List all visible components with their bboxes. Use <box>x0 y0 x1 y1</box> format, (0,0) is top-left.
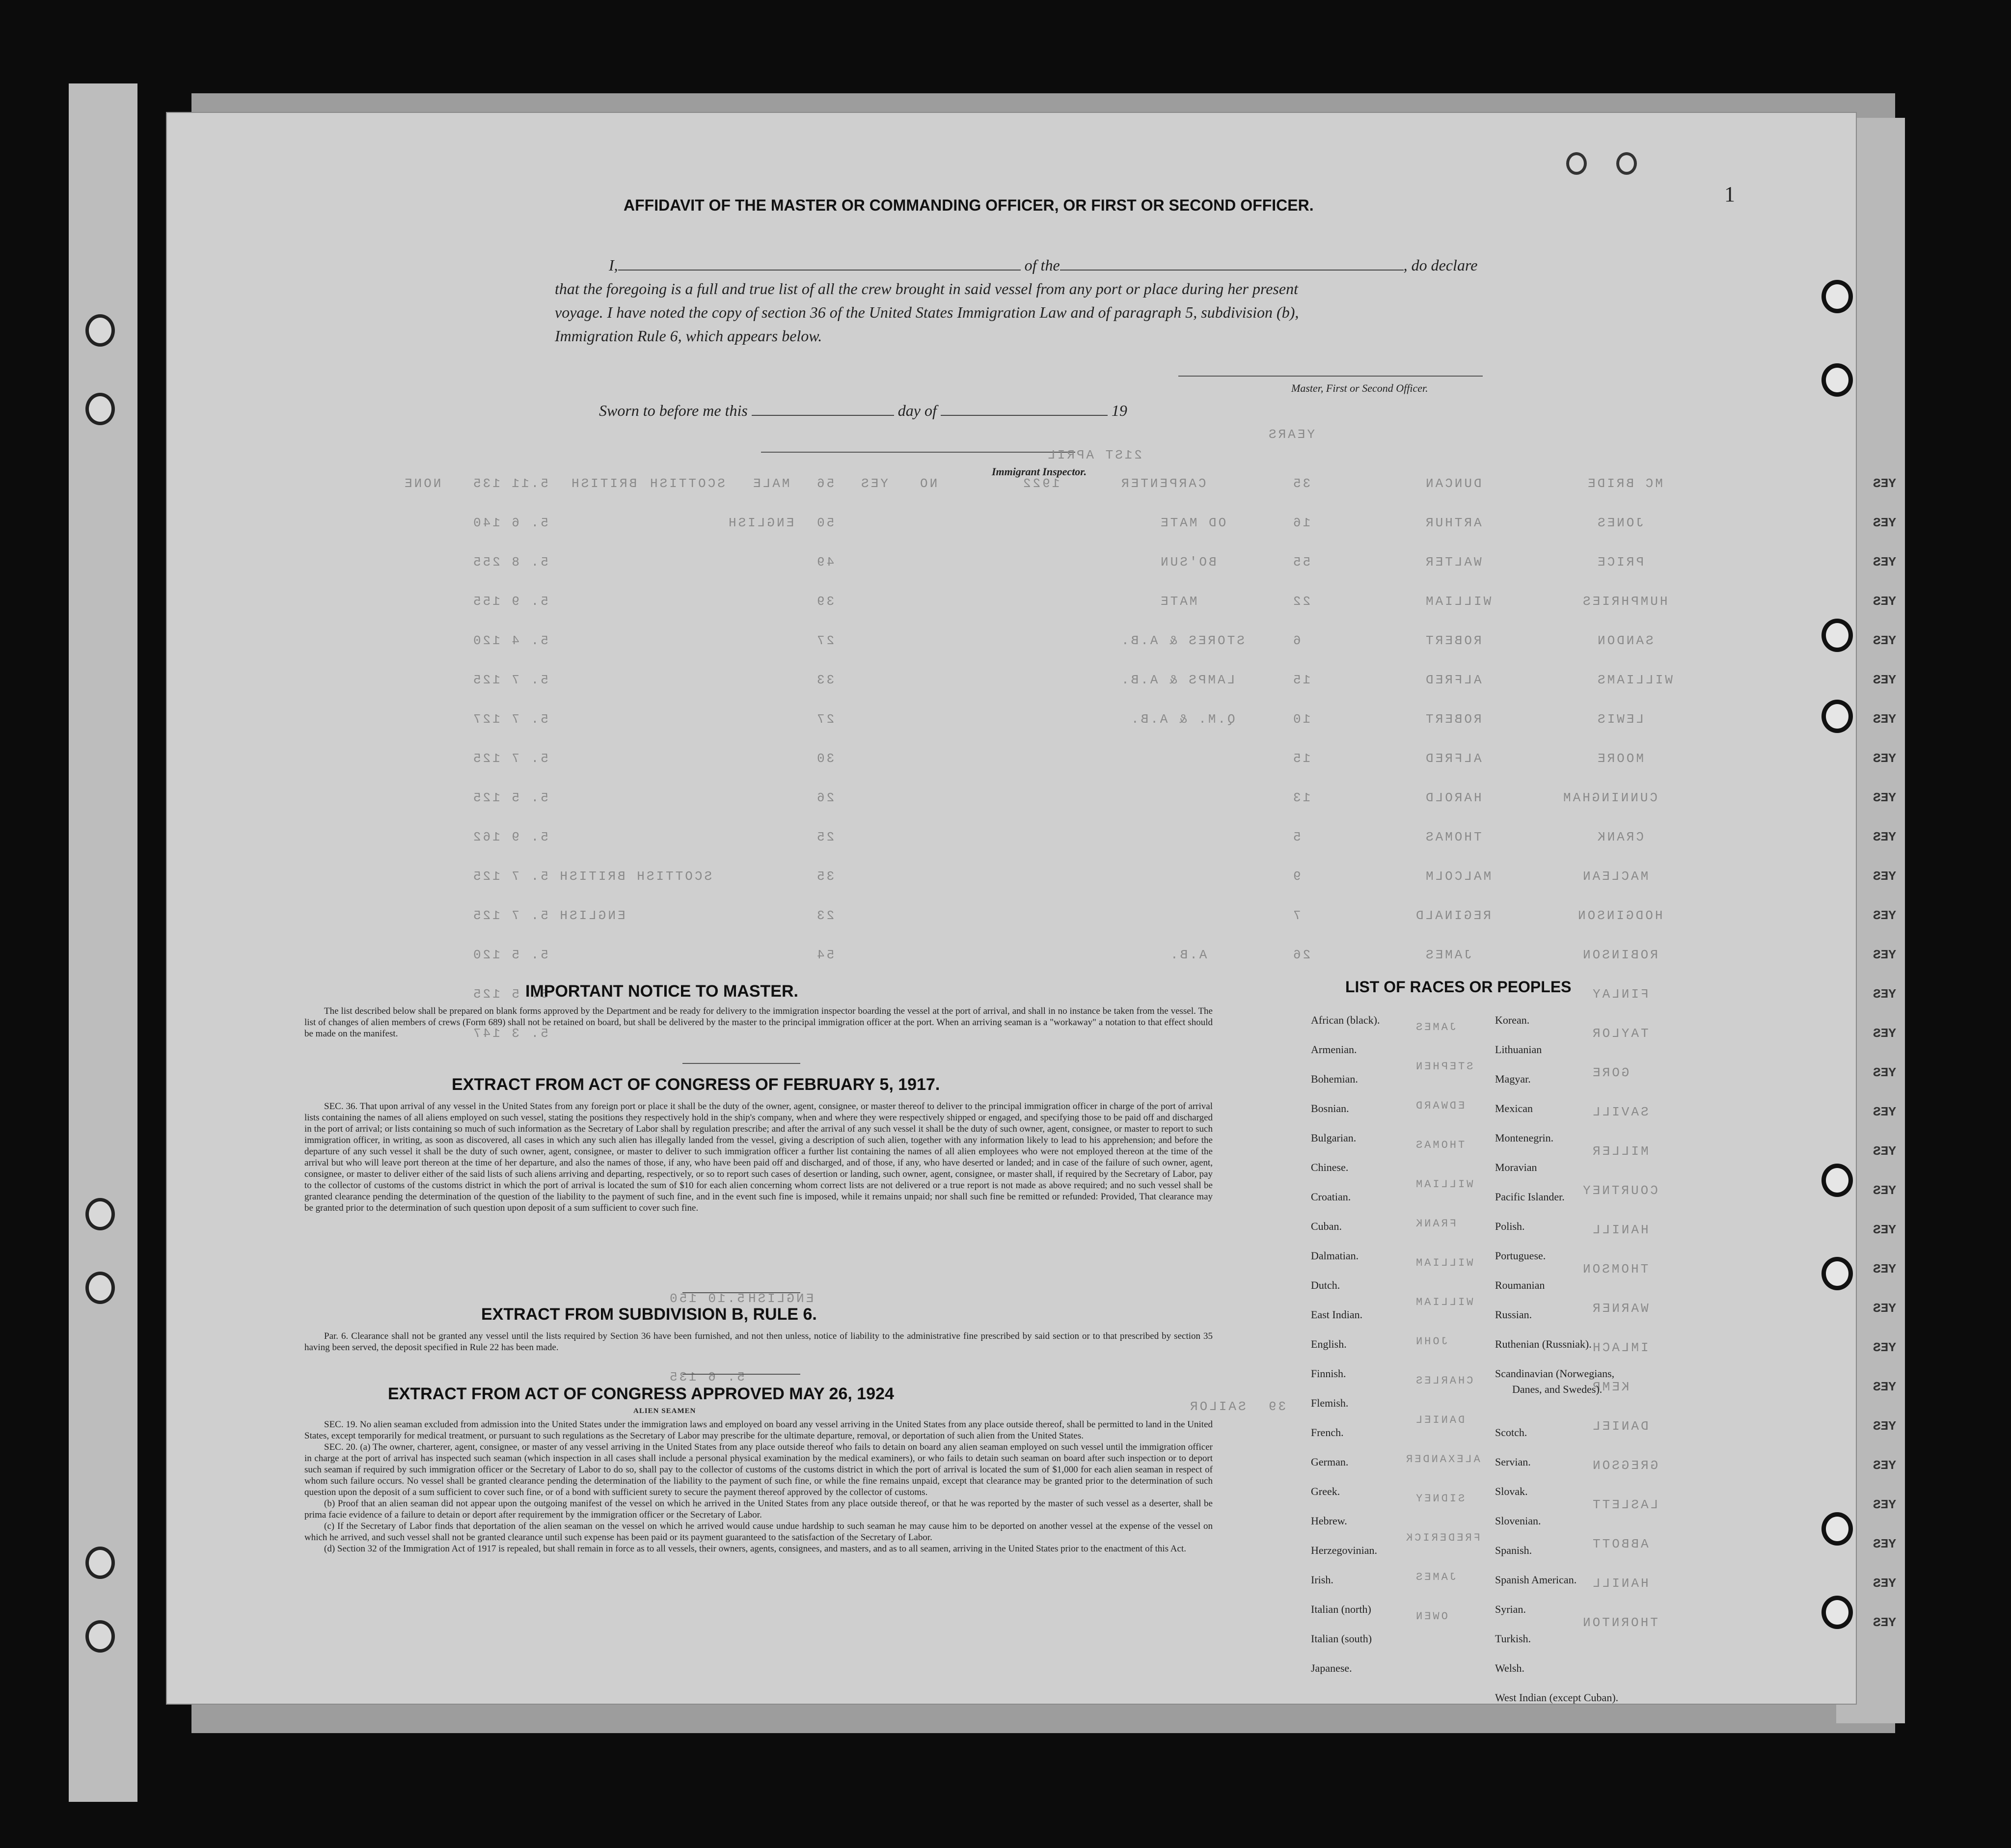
race-item: Italian (south) <box>1311 1632 1372 1645</box>
bleed-yes: YES <box>1873 987 1896 1002</box>
bleed-value: LAMPS & A.B. <box>1119 673 1235 687</box>
bleed-value: 5. 7 125 <box>471 751 548 766</box>
punch-hole <box>85 393 115 425</box>
bleed-yes: YES <box>1873 1144 1896 1159</box>
race-item: Polish. <box>1495 1220 1525 1232</box>
bleed-firstname: CHARLES <box>1414 1375 1473 1387</box>
bleed-firstname: WILLIAM <box>1424 594 1492 609</box>
bleed-value: Q.M. & A.B. <box>1129 712 1235 727</box>
bleed-firstname: EDWARD <box>1414 1100 1465 1112</box>
race-item: Cuban. <box>1311 1220 1342 1232</box>
bleed-surname: CRANK <box>1596 830 1644 844</box>
bleed-surname: WILLIAMS <box>1596 673 1673 687</box>
race-item: East Indian. <box>1311 1308 1363 1321</box>
race-item: English. <box>1311 1338 1347 1350</box>
bleed-yes: YES <box>1873 673 1896 687</box>
bleed-yes: YES <box>1873 712 1896 727</box>
race-item: Welsh. <box>1495 1662 1524 1674</box>
affidavit-line3: voyage. I have noted the copy of section 36 of the United States Immigration Law and of paragraph 5, subdivision (b), <box>555 303 1299 321</box>
punch-hole <box>85 1198 115 1230</box>
bleed-firstname: ALFRED <box>1424 673 1482 687</box>
bleed-yes: YES <box>1873 594 1896 609</box>
bleed-value: SAILOR <box>1188 1399 1246 1414</box>
race-item: Hebrew. <box>1311 1515 1347 1527</box>
race-item: Slovak. <box>1495 1485 1528 1497</box>
bleed-value: 5. 7 125 <box>471 673 548 687</box>
race-item: Chinese. <box>1311 1161 1349 1173</box>
race-item: Scandinavian (Norwegians, <box>1495 1367 1615 1380</box>
bleed-value: 26 <box>1291 948 1311 962</box>
bleed-yes: YES <box>1873 1380 1896 1394</box>
race-item: Syrian. <box>1495 1603 1526 1615</box>
bleed-firstname: HAROLD <box>1424 790 1482 805</box>
bleed-surname: HANILL <box>1591 1576 1649 1591</box>
bleed-yes: YES <box>1873 1419 1896 1434</box>
race-item: Turkish. <box>1495 1632 1531 1645</box>
bleed-surname: GREGSON <box>1591 1458 1658 1473</box>
bleed-surname: KEMP <box>1591 1380 1630 1394</box>
bleed-yes: YES <box>1873 1105 1896 1119</box>
bleed-value: ENGLISH <box>727 516 794 530</box>
punch-hole <box>85 1547 115 1579</box>
race-item: Bosnian. <box>1311 1102 1349 1114</box>
bleed-firstname: ARTHUR <box>1424 516 1482 530</box>
bleed-value: A.B. <box>1169 948 1207 962</box>
bleed-surname: COURTNEY <box>1581 1183 1658 1198</box>
sec20a: SEC. 20. (a) The owner, charterer, agent, consignee, or master of any vessel arriving in the United States from any place outside thereof who fails to detain on board any alien seaman employed on such vessel until the immigration officer in charge at the port of arrival has inspected such seaman (which inspection in all cases shall include a personal physical examination by the medical examiners), or who fails to detain such seaman on board after such inspection or to deport such seaman if required by such immigration officer or the Secretary of Labor to do so, shall pay to the collector of customs of the customs district in which the port of arrival is located the sum of $1,000 for each alien seaman in respect of whom such failure occurs. No vessel shall be granted clearance pending the determination of the liability to the payment of such fine, or while the fine remains unpaid, except that clearance may be granted prior to the determination of such question upon the deposit of a sum sufficient to cover such fine, or of a bond with sufficient surety to secure the payment thereof approved by the collector of customs. <box>304 1442 1213 1497</box>
bleed-firstname: MALCOLM <box>1424 869 1492 884</box>
race-item: Pacific Islander. <box>1495 1191 1565 1203</box>
bleed-row1-col10: CARPENTER <box>1119 476 1206 491</box>
bleed-value: 39 <box>815 594 835 609</box>
bleed-value: 27 <box>815 712 835 727</box>
bleed-yes: YES <box>1873 476 1896 491</box>
bleed-surname: CUNNINGHAM <box>1561 790 1658 805</box>
bleed-yes: YES <box>1873 1340 1896 1355</box>
bleed-firstname: JAMES <box>1414 1021 1457 1033</box>
race-item: Japanese. <box>1311 1662 1352 1674</box>
bleed-yes: YES <box>1873 830 1896 844</box>
bleed-surname: GORE <box>1591 1065 1630 1080</box>
punch-hole <box>1566 152 1587 175</box>
race-item: Spanish American. <box>1495 1574 1577 1586</box>
punch-hole <box>85 314 115 347</box>
bleed-value: MATE <box>1159 594 1197 609</box>
bleed-surname: MOORE <box>1596 751 1644 766</box>
bleed-value: 50 <box>815 516 835 530</box>
bleed-row1-col7: YES <box>859 476 888 491</box>
race-item: Servian. <box>1495 1456 1531 1468</box>
bleed-value: 33 <box>815 673 835 687</box>
bleed-value: 39 <box>1267 1399 1286 1414</box>
bleed-surname: MILLER <box>1591 1144 1649 1159</box>
ring-hole <box>1821 1512 1853 1546</box>
bleed-surname: TAYLOR <box>1591 1026 1649 1041</box>
bleed-value: 5 <box>1291 830 1301 844</box>
bleed-date: 21ST APRIL <box>1046 448 1142 462</box>
sec19: SEC. 19. No alien seaman excluded from admission into the United States under the immigration laws and employed on board any vessel arriving in the United States from any place outside thereof, shall be permitted to land in the United States, except temporarily for medical treatment, or pursuant to such regulations as the Secretary of Labor may prescribe for the ultimate departure, removal, or deportation of such alien from the United States. <box>304 1419 1213 1441</box>
bleed-yes: YES <box>1873 1615 1896 1630</box>
bleed-row1-col13: MC BRIDE <box>1586 476 1663 491</box>
sec20b: (b) Proof that an alien seaman did not appear upon the outgoing manifest of the vessel on which he arrived in the United States from any place outside thereof, or that he was reported by the master of such vessel as a deserter, shall be prima facie evidence of a failure to detain or deport after requirement by the immigration officer or the Secretary of Labor. <box>304 1498 1213 1520</box>
bleed-yes: YES <box>1873 633 1896 648</box>
race-item: Armenian. <box>1311 1043 1357 1056</box>
race-item: Roumanian <box>1495 1279 1545 1291</box>
ring-hole <box>1821 1257 1853 1290</box>
affidavit-i: I, <box>609 256 618 274</box>
bleed-yes: YES <box>1873 1065 1896 1080</box>
bleed-value: 5. 4 120 <box>471 633 548 648</box>
extract-1924-subtitle: ALIEN SEAMEN <box>633 1407 696 1415</box>
bleed-value: 5. 7 127 <box>471 712 548 727</box>
bleed-firstname: WALTER <box>1424 555 1482 570</box>
race-item: German. <box>1311 1456 1349 1468</box>
bleed-yes: YES <box>1873 751 1896 766</box>
race-item: Portuguese. <box>1495 1250 1546 1262</box>
bleed-value: 26 <box>815 790 835 805</box>
affidavit-line4: Immigration Rule 6, which appears below. <box>555 327 822 345</box>
bleed-yes: YES <box>1873 908 1896 923</box>
extract-rule6-title: EXTRACT FROM SUBDIVISION B, RULE 6. <box>481 1305 817 1324</box>
bleed-row1-col12: DUNCAN <box>1424 476 1482 491</box>
page-number: 1 <box>1724 182 1735 206</box>
month-blank <box>941 415 1108 416</box>
bleed-value: ENGLISH 5. 7 125 <box>471 908 625 923</box>
bleed-surname: HUMPHRIES <box>1581 594 1668 609</box>
sworn-line <box>599 402 1127 420</box>
bleed-surname: MACLEAN <box>1581 869 1649 884</box>
race-item: Bohemian. <box>1311 1073 1358 1085</box>
bleed-yes: YES <box>1873 1576 1896 1591</box>
bleed-value: 35 <box>815 869 835 884</box>
day-blank <box>752 415 894 416</box>
ring-hole <box>1821 1596 1853 1629</box>
bleed-value: 25 <box>815 830 835 844</box>
bleed-row1-col3: BRITISH <box>570 476 637 491</box>
race-item: Flemish. <box>1311 1397 1349 1409</box>
bleed-surname: ABBOTT <box>1591 1537 1649 1551</box>
bleed-firstname: THOMAS <box>1414 1139 1465 1151</box>
ring-hole <box>1821 1164 1853 1197</box>
bleed-firstname: WILLIAM <box>1414 1178 1473 1191</box>
bleed-value: 6 <box>1291 633 1301 648</box>
bleed-surname: IMLACH <box>1591 1340 1649 1355</box>
bleed-years: YEARS <box>1267 427 1315 442</box>
ring-hole <box>1821 363 1853 397</box>
bleed-value: STORES & A.B. <box>1119 633 1245 648</box>
bleed-row1-col1: NONE <box>403 476 441 491</box>
bleed-value: 23 <box>815 908 835 923</box>
bleed-value: OD MATE <box>1159 516 1226 530</box>
race-item: Lithuanian <box>1495 1043 1542 1056</box>
bleed-surname: THORNTON <box>1581 1615 1658 1630</box>
bleed-value: 5. 5 125 <box>471 790 548 805</box>
extract-1924-body <box>304 1419 1213 1554</box>
bleed-firstname: FREDERICK <box>1404 1532 1480 1544</box>
bleed-row1-col9: 1922 <box>1021 476 1060 491</box>
affidavit-title: AFFIDAVIT OF THE MASTER OR COMMANDING OFFICER, OR FIRST OR SECOND OFFICER. <box>624 196 1314 214</box>
bleed-row1-col6: 56 <box>815 476 835 491</box>
divider <box>682 1292 800 1293</box>
bleed-value: 5. 3 147 <box>471 1026 548 1041</box>
bleed-surname: SAVILL <box>1591 1105 1649 1119</box>
bleed-surname: ROBINSON <box>1581 948 1658 962</box>
bleed-yes: YES <box>1873 1223 1896 1237</box>
extract-rule6-body: Par. 6. Clearance shall not be granted any vessel until the lists required by Section 36 have been furnished, and not then unless, notice of liability to the administrative fine prescribed by said section or to that prescribed by section 35 having been served, the deposit specified in Rule 22 has been made. <box>304 1331 1213 1353</box>
ring-hole <box>1821 280 1853 313</box>
bleed-surname: THOMSON <box>1581 1262 1649 1277</box>
bleed-surname: PRICE <box>1596 555 1644 570</box>
race-item: Mexican <box>1495 1102 1533 1114</box>
bleed-yes: YES <box>1873 1301 1896 1316</box>
bleed-yes: YES <box>1873 555 1896 570</box>
bleed-yes: YES <box>1873 1497 1896 1512</box>
affidavit-line2: that the foregoing is a full and true list of all the crew brought in said vessel from any port or place during her present <box>555 280 1298 298</box>
bleed-yes: YES <box>1873 790 1896 805</box>
race-item: Italian (north) <box>1311 1603 1371 1615</box>
bleed-yes: YES <box>1873 948 1896 962</box>
bleed-yes: YES <box>1873 1183 1896 1198</box>
races-title: LIST OF RACES OR PEOPLES <box>1345 978 1572 996</box>
bleed-value: 54 <box>815 948 835 962</box>
bleed-value: 7 <box>1291 908 1301 923</box>
race-item: Irish. <box>1311 1574 1333 1586</box>
affidavit-declare: , do declare <box>1403 256 1478 274</box>
punch-hole <box>85 1620 115 1653</box>
race-item: Ruthenian (Russniak). <box>1495 1338 1592 1350</box>
race-item: Russian. <box>1495 1308 1532 1321</box>
extract-1917-body: SEC. 36. That upon arrival of any vessel in the United States from any foreign port or place it shall be the duty of the owner, agent, consignee, or master thereof to deliver to the principal immigration officer in charge of the port of arrival lists containing the names of all aliens employed on such vessel, stating the positions they respectively hold in the ship's company, when and where they were respectively shipped or engaged, and specifying those to be paid off and discharged in the port of arrival; or lists containing so much of such information as the Secretary of Labor shall by regulation prescribe; and after the arrival of any such vessel it shall be the duty of such owner, agent, consignee, or master to report to such immigration officer, in writing, as soon as discovered, all cases in which any such alien has illegally landed from the vessel, giving a description of such alien, together with any information likely to lead to his apprehension; and before the departure of any such vessel it shall be the duty of such owner, agent, consignee, or master to deliver to such immigration officer a further list containing the names of all alien employees who were not employed thereon at the time of the arrival but who will leave port thereon at the time of her departure, and also the names of those, if any, who have been paid off and discharged, and of those, if any, who have deserted or landed; and in case of the failure of such owner, agent, consignee, or master to deliver either of the said lists of such aliens arriving and departing, respectively, or so to report such cases of desertion or landing, such owner, agent, consignee, or master shall, if required by the Secretary of Labor, pay to the collector of customs of the customs district in which the port of arrival is located the sum of $10 for each alien concerning whom correct lists are not delivered or a true report is not made as above required; and no such vessel shall be granted clearance pending the determination of the question of the liability to the payment of such fine, and in the event such fine is imposed, while it remains unpaid; nor shall such fine be remitted or refunded: Provided, That clearance may be granted prior to the determination of such question upon deposit of a sum sufficient to cover such fine. <box>304 1101 1213 1213</box>
bleed-value: 13 <box>1291 790 1311 805</box>
bleed-surname: HODGINSON <box>1576 908 1663 923</box>
race-item: Greek. <box>1311 1485 1340 1497</box>
bleed-value: 10 <box>1291 712 1311 727</box>
binder-strip <box>69 83 137 1802</box>
affidavit-of-the: of the <box>1024 256 1060 274</box>
bleed-firstname: ALFRED <box>1424 751 1482 766</box>
bleed-row1-col5: MALE <box>751 476 790 491</box>
race-item: Finnish. <box>1311 1367 1346 1380</box>
ring-hole <box>1821 700 1853 733</box>
bleed-value: 22 <box>1291 594 1311 609</box>
bleed-surname: DANIEL <box>1591 1419 1649 1434</box>
document-page <box>167 113 1896 1704</box>
vessel-blank <box>1060 270 1404 271</box>
race-item: Scotch. <box>1495 1426 1527 1439</box>
race-item: Magyar. <box>1495 1073 1531 1085</box>
race-item: West Indian (except Cuban). <box>1495 1691 1619 1704</box>
bleed-value: 55 <box>1291 555 1311 570</box>
bleed-surname: LASLETT <box>1591 1497 1658 1512</box>
bleed-surname: LEWIS <box>1596 712 1644 727</box>
bleed-firstname: FRANK <box>1414 1218 1457 1230</box>
extract-1924-title: EXTRACT FROM ACT OF CONGRESS APPROVED MAY 26, 1924 <box>388 1385 894 1403</box>
bleed-firstname: SIDNEY <box>1414 1493 1465 1505</box>
sworn-text: Sworn to before me this <box>599 402 748 419</box>
bleed-firstname: WILLIAM <box>1414 1296 1473 1308</box>
bleed-surname: HANILL <box>1591 1223 1649 1237</box>
bleed-value: 16 <box>1291 516 1311 530</box>
bleed-value: 15 <box>1291 751 1311 766</box>
race-item: Korean. <box>1495 1014 1530 1026</box>
race-item: Dutch. <box>1311 1279 1340 1291</box>
bleed-value: BO'SUN <box>1159 555 1217 570</box>
bleed-row1-col4: SCOTTISH <box>648 476 725 491</box>
race-item: Danes, and Swedes). <box>1512 1383 1603 1395</box>
bleed-value: SCOTTISH BRITISH 5. 7 125 <box>471 869 712 884</box>
sec20d: (d) Section 32 of the Immigration Act of 1917 is repealed, but shall remain in force as to all vessels, their owners, agents, consignees, and masters, and as to all seamen, arriving in the United States prior to the enactment of this Act. <box>324 1544 1186 1554</box>
bleed-firstname: THOMAS <box>1424 830 1482 844</box>
inspector-signature-line <box>761 452 1075 453</box>
bleed-surname: JONES <box>1596 516 1644 530</box>
sec20c: (c) If the Secretary of Labor finds that deportation of the alien seaman on the vessel on which he arrived would cause undue hardship to such seaman he may cause him to be deported on another vessel at the expense of the vessel on which he arrived, and such vessel shall not be granted clearance until such expense has been paid or its payment guaranteed to the satisfaction of the Secretary of Labor. <box>304 1521 1213 1543</box>
bleed-yes: YES <box>1873 869 1896 884</box>
bleed-firstname: ALEXANDER <box>1404 1453 1480 1466</box>
master-label: Master, First or Second Officer. <box>1291 382 1428 394</box>
race-item: Herzegovinian. <box>1311 1544 1377 1556</box>
race-item: Slovenian. <box>1495 1515 1541 1527</box>
race-item: African (black). <box>1311 1014 1380 1026</box>
bleed-firstname: REGINALD <box>1414 908 1491 923</box>
bleed-value: 5. 6 135 <box>668 1370 745 1385</box>
race-item: Moravian <box>1495 1161 1537 1173</box>
bleed-surname: SANDON <box>1596 633 1654 648</box>
bleed-value: 15 <box>1291 673 1311 687</box>
bleed-row1-col2: 5.11 135 <box>471 476 548 491</box>
notice-body: The list described below shall be prepared on blank forms approved by the Department and be ready for delivery to the immigration inspector boarding the vessel at the port of arrival, and shall in no instance be taken from the vessel. The list of changes of alien members of crews (Form 689) shall not be retained on board, but shall be delivered by the master to the principal immigration officer at the port. When an arriving seaman is a "workaway" a notation to that effect should be made on the manifest. <box>304 1006 1213 1039</box>
bleed-value: 5. 5 120 <box>471 948 548 962</box>
bleed-firstname: ROBERT <box>1424 633 1482 648</box>
bleed-yes: YES <box>1873 1537 1896 1551</box>
race-item: Bulgarian. <box>1311 1132 1357 1144</box>
bleed-row1-col8: NO <box>918 476 938 491</box>
bleed-value: 49 <box>815 555 835 570</box>
name-blank <box>618 270 1021 271</box>
bleed-firstname: DANIEL <box>1414 1414 1465 1426</box>
bleed-firstname: JAMES <box>1414 1571 1457 1583</box>
ring-hole <box>1821 619 1853 652</box>
race-item: Spanish. <box>1495 1544 1532 1556</box>
bleed-surname: WARNER <box>1591 1301 1649 1316</box>
bleed-firstname: ROBERT <box>1424 712 1482 727</box>
bleed-firstname: JAMES <box>1424 948 1472 962</box>
inspector-label: Immigrant Inspector. <box>992 465 1087 478</box>
race-item: French. <box>1311 1426 1344 1439</box>
bleed-firstname: STEPHEN <box>1414 1060 1473 1073</box>
extract-1917-title: EXTRACT FROM ACT OF CONGRESS OF FEBRUARY 5, 1917. <box>452 1075 940 1094</box>
bleed-firstname: WILLIAM <box>1414 1257 1473 1269</box>
race-item: Dalmatian. <box>1311 1250 1359 1262</box>
bleed-yes: YES <box>1873 1026 1896 1041</box>
bleed-surname: FINLAY <box>1591 987 1649 1002</box>
bleed-value: 5.10 150 <box>668 1291 745 1306</box>
bleed-value: ENGLISH <box>746 1291 814 1306</box>
bleed-value: 5. 6 140 <box>471 516 548 530</box>
punch-hole <box>85 1272 115 1304</box>
day-of-text: day of <box>897 402 937 419</box>
bleed-yes: YES <box>1873 1262 1896 1277</box>
divider <box>682 1374 800 1375</box>
bleed-firstname: JOHN <box>1414 1335 1448 1348</box>
divider <box>682 1063 800 1064</box>
bleed-value: 27 <box>815 633 835 648</box>
notice-title: IMPORTANT NOTICE TO MASTER. <box>525 982 798 1001</box>
bleed-value: 5. 5 125 <box>471 987 548 1002</box>
master-signature-line <box>1178 376 1483 377</box>
bleed-yes: YES <box>1873 516 1896 530</box>
punch-hole <box>1616 152 1637 175</box>
affidavit-line1 <box>609 256 1477 274</box>
bleed-firstname: OWEN <box>1414 1610 1448 1623</box>
bleed-row1-col11: 35 <box>1291 476 1311 491</box>
bleed-value: 9 <box>1291 869 1301 884</box>
bleed-value: 5. 9 162 <box>471 830 548 844</box>
bleed-yes: YES <box>1873 1458 1896 1473</box>
year-prefix: 19 <box>1111 402 1127 419</box>
bleed-value: 5. 8 255 <box>471 555 548 570</box>
race-item: Croatian. <box>1311 1191 1351 1203</box>
race-item: Montenegrin. <box>1495 1132 1554 1144</box>
bleed-value: 5. 9 155 <box>471 594 548 609</box>
bleed-value: 30 <box>815 751 835 766</box>
